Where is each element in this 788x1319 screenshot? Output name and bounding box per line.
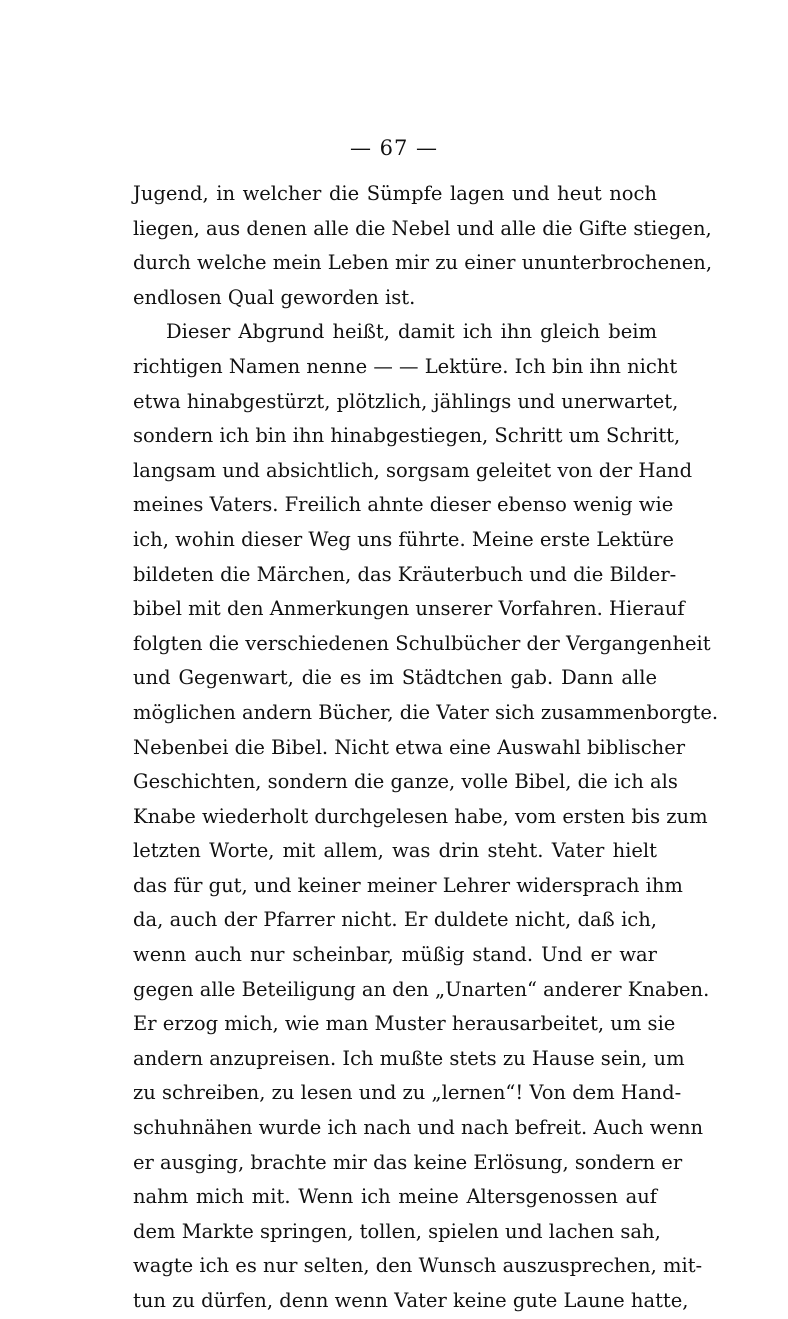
text-line: zu schreiben, zu lesen und zu „lernen“! Von dem Hand- (133, 1081, 682, 1105)
paragraph-start-line: Dieser Abgrund heißt, damit ich ihn gleich beim (166, 320, 657, 344)
text-line: das für gut, und keiner meiner Lehrer widersprach ihm (133, 873, 683, 897)
text-line: Geschichten, sondern die ganze, volle Bibel, die ich als (133, 770, 678, 794)
text-line: Er erzog mich, wie man Muster herausarbeitet, um sie (133, 1012, 676, 1036)
text-line: liegen, aus denen alle die Nebel und alle die Gifte stiegen, (133, 216, 712, 240)
text-line: Nebenbei die Bibel. Nicht etwa eine Auswahl biblischer (133, 735, 686, 759)
text-line: dem Markte springen, tollen, spielen und lachen sah, (133, 1219, 661, 1243)
text-line: er ausging, brachte mir das keine Erlösung, sondern er (133, 1150, 683, 1174)
text-line: möglichen andern Bücher, die Vater sich zusammenborgte. (133, 700, 719, 724)
text-line: durch welche mein Leben mir zu einer ununterbrochenen, (133, 251, 713, 275)
text-line: sondern ich bin ihn hinabgestiegen, Schritt um Schritt, (133, 424, 681, 448)
text-line: Knabe wiederholt durchgelesen habe, vom ersten bis zum (133, 804, 708, 828)
page-number: — 67 — (349, 136, 439, 160)
text-line: schuhnähen wurde ich nach und nach befreit. Auch wenn (133, 1116, 704, 1140)
text-line: bibel mit den Anmerkungen unserer Vorfahren. Hierauf (133, 597, 685, 621)
text-line: folgten die verschiedenen Schulbücher der Vergangenheit (133, 631, 711, 655)
text-line: ich, wohin dieser Weg uns führte. Meine erste Lektüre (133, 527, 674, 551)
text-line: da, auch der Pfarrer nicht. Er duldete nicht, daß ich, (133, 908, 657, 932)
text-line: meines Vaters. Freilich ahnte dieser ebenso wenig wie (133, 493, 674, 517)
text-line: tun zu dürfen, denn wenn Vater keine gute Laune hatte, (133, 1289, 689, 1312)
text-line: und Gegenwart, die es im Städtchen gab. Dann alle (133, 666, 657, 690)
text-line: wagte ich es nur selten, den Wunsch auszusprechen, mit- (133, 1254, 703, 1278)
text-line: nahm mich mit. Wenn ich meine Altersgenossen auf (133, 1185, 657, 1209)
text-line: gegen alle Beteiligung an den „Unarten“ anderer Knaben. (133, 977, 710, 1001)
text-line: letzten Worte, mit allem, was drin steht. Vater hielt (133, 839, 657, 863)
text-line: wenn auch nur scheinbar, müßig stand. Und er war (133, 943, 657, 967)
body-text (133, 177, 719, 1319)
text-line: Jugend, in welcher die Sümpfe lagen und heut noch (133, 182, 657, 205)
text-line: andern anzupreisen. Ich mußte stets zu Hause sein, um (133, 1046, 685, 1070)
text-line: richtigen Namen nenne — — Lektüre. Ich bin ihn nicht (133, 354, 678, 378)
text-line: etwa hinabgestürzt, plötzlich, jählings und unerwartet, (133, 389, 679, 413)
text-line: endlosen Qual geworden ist. (133, 285, 416, 309)
text-line: bildeten die Märchen, das Kräuterbuch und die Bilder- (133, 562, 677, 586)
text-line: langsam und absichtlich, sorgsam geleitet von der Hand (133, 458, 693, 482)
